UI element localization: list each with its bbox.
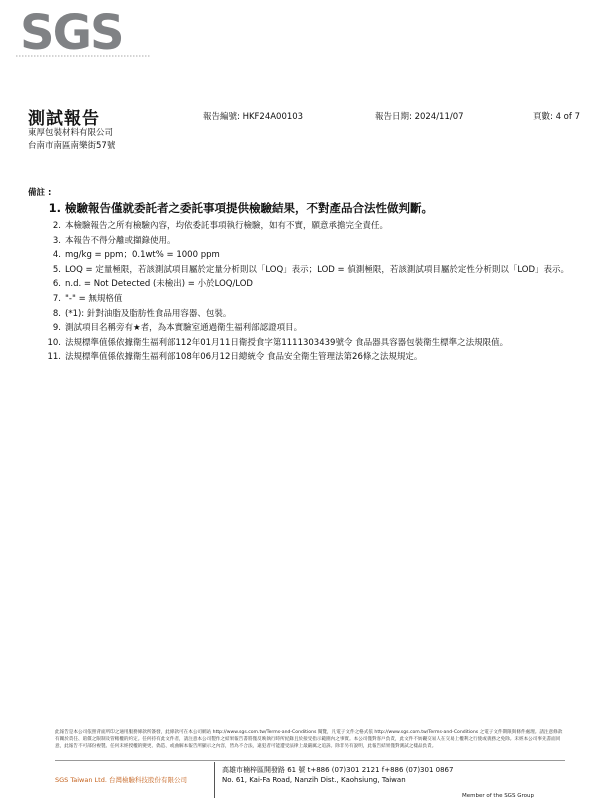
remark-item: 4. mg/kg = ppm；0.1wt% = 1000 ppm [52, 250, 220, 261]
remark-item: 3. 本報告不得分離或擷錄使用。 [52, 235, 176, 246]
footer-address-en: No. 61, Kai-Fa Road, Nanzih Dist., Kaohsiung, Taiwan [222, 776, 406, 784]
remarks-list [46, 200, 576, 366]
report-date: 報告日期: 2024/11/07 [375, 112, 464, 122]
remark-item: 1. 檢驗報告僅就委託者之委託事項提供檢驗結果，不對產品合法性做判斷。 [48, 201, 433, 215]
client-address: 台南市南區南樂街57號 [28, 141, 116, 151]
remark-item: 2. 本檢驗報告之所有檢驗內容，均依委託事項執行檢驗，如有不實，願意承擔完全責任。 [52, 221, 389, 231]
remarks-label: 備註 : [28, 188, 52, 198]
page-title: 測試報告 [28, 109, 100, 129]
sgs-logo [16, 6, 151, 62]
remark-item: 6. n.d. = Not Detected (未檢出) = 小於LOQ/LOD [52, 279, 253, 290]
page-number: 頁數: 4 of 7 [533, 112, 580, 122]
footer-divider [55, 760, 565, 761]
remark-item: 10. 法規標準值係依據衛生福利部112年01月11日衛授食字第1111303439號令 食品器具容器包裝衛生標準之法規限值。 [47, 337, 509, 348]
remark-item: 9. 測試項目名稱旁有★者，為本實驗室通過衛生福利部認證項目。 [52, 323, 303, 334]
footer-address-zh: 高雄市楠梓區開發路 61 號 t+886 (07)301 2121 f+886 (07)301 0867 [222, 766, 454, 774]
report-number: 報告編號: HKF24A00103 [203, 112, 304, 122]
remark-item: 11. 法規標準值係依據衛生福利部108年06月12日總統令 食品安全衛生管理法第26條之法規規定。 [47, 352, 423, 363]
svg-text:SGS: SGS [20, 6, 123, 61]
footer-company: SGS Taiwan Ltd. 台灣檢驗科技股份有限公司 [55, 776, 187, 784]
remark-item: 5. LOQ = 定量極限，若該測試項目屬於定量分析則以「LOQ」表示；LOD = 偵測極限，若該測試項目屬於定性分析則以「LOD」表示。 [52, 264, 570, 275]
legal-disclaimer: 此報告是本公司依照背面所印之通用服務條款所簽發，此條款可在本公司網站 http://www.sgs.com.tw/Terms-and-Conditions 閱覽，凡電子文件之格式依 http://www.sgs.com.tw/Terms-and-Conditions 之電子文件期限與條件處理。請注意條款有關於責任、賠償之限制及管轄權的約定。任何持有此文件者，請注意本公司製作之結果報告書將僅反映執行時所紀錄且於接受指示範圍內之事實。本公司僅對客戶負責，此文件不妨礙交易人在交易上權利之行使或義務之免除。未經本公司事先書面同意，此報告不可部份複製。任何未經授權的變更、偽造、或曲解本報告所顯示之內容，皆為不合法，違犯者可能遭受法律上最嚴厲之追訴。除非另有說明，此報告結果僅對測試之樣品負責。 [55, 730, 563, 749]
remark-item: 7. "-" = 無規格值 [52, 293, 123, 304]
client-info [28, 127, 115, 153]
footer-separator [214, 762, 215, 798]
client-name: 東厚包裝材料有限公司 [28, 128, 114, 138]
remark-item: 8. (*1): 針對油脂及脂肪性食品用容器、包裝。 [52, 308, 232, 319]
member-of-sgs-group: Member of the SGS Group [462, 793, 534, 799]
